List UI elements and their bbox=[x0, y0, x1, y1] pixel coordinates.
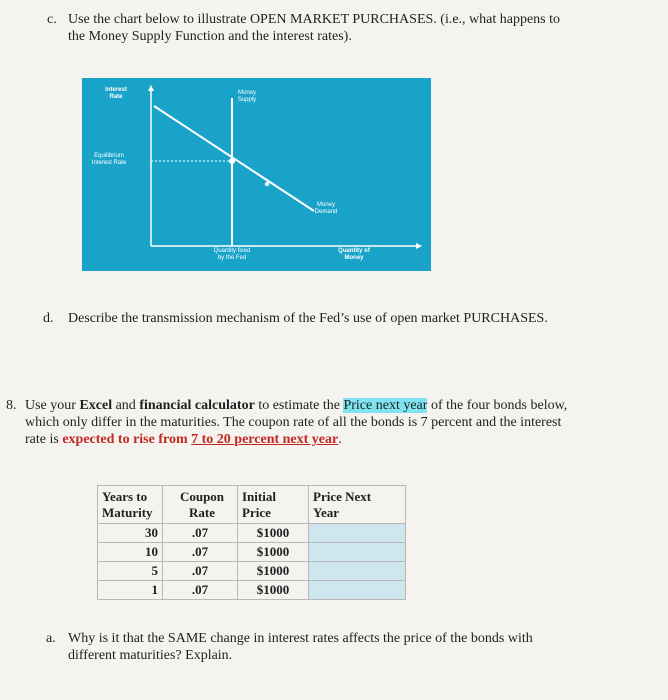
money-supply-label-line2: Supply bbox=[237, 97, 257, 103]
quantity-of-money-label bbox=[332, 248, 376, 262]
header-initial-line1: Initial bbox=[242, 489, 276, 504]
question-c-line1: Use the chart below to illustrate OPEN MARKET PURCHASES. (i.e., what happens to bbox=[68, 12, 561, 27]
cell-years: 5 bbox=[98, 562, 163, 581]
cell-initial-price: $1000 bbox=[238, 543, 309, 562]
question-8-line1 bbox=[25, 397, 645, 414]
quantity-fixed-label bbox=[200, 248, 264, 262]
q8-l1-c: and bbox=[112, 398, 140, 413]
header-next-line2: Year bbox=[313, 505, 339, 520]
y-axis-arrow bbox=[148, 85, 154, 91]
question-a-letter: a. bbox=[46, 631, 56, 646]
question-c-text bbox=[68, 11, 628, 45]
question-8-text bbox=[25, 397, 645, 448]
question-d-letter: d. bbox=[43, 311, 54, 326]
money-supply-label bbox=[232, 90, 262, 104]
header-initial-line2: Price bbox=[242, 505, 271, 520]
header-next-line1: Price Next bbox=[313, 489, 372, 504]
y-axis-label-line2: Rate bbox=[109, 94, 123, 100]
question-d-text: Describe the transmission mechanism of the Fed’s use of open market PURCHASES. bbox=[68, 311, 548, 326]
quantity-fixed-label-line1: Quantity fixed bbox=[213, 248, 251, 254]
cell-coupon: .07 bbox=[163, 543, 238, 562]
y-axis-label bbox=[94, 87, 138, 101]
table-header-row bbox=[98, 486, 406, 524]
q8-excel: Excel bbox=[79, 398, 113, 413]
chart-lines bbox=[82, 78, 431, 271]
cell-years: 10 bbox=[98, 543, 163, 562]
q8-highlight-price-next-year: Price next year bbox=[343, 398, 428, 413]
equilibrium-rate-label bbox=[84, 153, 134, 167]
cell-initial-price: $1000 bbox=[238, 524, 309, 543]
cell-years: 30 bbox=[98, 524, 163, 543]
q8-l3-d: . bbox=[338, 432, 342, 447]
x-axis-arrow bbox=[416, 243, 422, 249]
header-coupon-line1: Coupon bbox=[179, 489, 225, 504]
q8-l1-a: Use your bbox=[25, 398, 80, 413]
quantity-of-money-label-line2: Money bbox=[344, 255, 364, 261]
question-8-line3 bbox=[25, 431, 645, 448]
question-8-line2: which only differ in the maturities. The coupon rate of all the bonds is 7 percent and the interest bbox=[25, 415, 562, 430]
cell-coupon: .07 bbox=[163, 562, 238, 581]
q8-expected-to-rise: expected to rise from bbox=[62, 432, 192, 447]
money-demand-line bbox=[154, 106, 314, 211]
money-market-chart bbox=[82, 78, 431, 271]
q8-rate-change: 7 to 20 percent next year bbox=[191, 432, 339, 447]
question-a-text bbox=[68, 630, 638, 664]
q8-l1-e: to estimate the bbox=[254, 398, 344, 413]
cell-price-next-year[interactable] bbox=[309, 543, 406, 562]
question-8-number: 8. bbox=[6, 398, 17, 413]
header-years-to-maturity bbox=[98, 486, 163, 524]
quantity-of-money-label-line1: Quantity of bbox=[338, 248, 370, 254]
equilibrium-point bbox=[229, 158, 235, 164]
demand-point bbox=[265, 182, 269, 186]
cell-initial-price: $1000 bbox=[238, 562, 309, 581]
cell-initial-price: $1000 bbox=[238, 581, 309, 600]
cell-coupon: .07 bbox=[163, 524, 238, 543]
quantity-fixed-label-line2: by the Fed bbox=[217, 255, 247, 261]
header-ytm-line1: Years to bbox=[102, 489, 148, 504]
question-a-line1: Why is it that the SAME change in interest rates affects the price of the bonds with bbox=[68, 631, 533, 646]
table-row bbox=[98, 543, 406, 562]
q8-l1-f: of the four bonds below, bbox=[427, 398, 568, 413]
equilibrium-rate-label-line1: Equilibrium bbox=[94, 153, 124, 159]
bonds-table bbox=[97, 485, 406, 600]
money-supply-label-line1: Money bbox=[237, 90, 256, 96]
q8-financial-calculator: financial calculator bbox=[139, 398, 255, 413]
y-axis-label-line1: Interest bbox=[105, 87, 127, 93]
q8-l3-a: rate is bbox=[25, 432, 63, 447]
cell-price-next-year[interactable] bbox=[309, 562, 406, 581]
equilibrium-rate-label-line2: Interest Rate bbox=[91, 160, 127, 166]
table-row bbox=[98, 581, 406, 600]
question-c-line2: the Money Supply Function and the interest rates). bbox=[68, 29, 352, 44]
money-demand-label-line2: Demand bbox=[314, 209, 338, 215]
header-coupon-rate bbox=[163, 486, 238, 524]
header-coupon-line2: Rate bbox=[189, 505, 215, 520]
cell-price-next-year[interactable] bbox=[309, 524, 406, 543]
header-price-next-year bbox=[309, 486, 406, 524]
cell-price-next-year[interactable] bbox=[309, 581, 406, 600]
cell-coupon: .07 bbox=[163, 581, 238, 600]
money-demand-label-line1: Money bbox=[316, 202, 335, 208]
cell-years: 1 bbox=[98, 581, 163, 600]
table-row bbox=[98, 524, 406, 543]
question-a-line2: different maturities? Explain. bbox=[68, 648, 233, 663]
question-c-letter: c. bbox=[47, 12, 57, 27]
money-demand-label bbox=[310, 202, 342, 216]
header-initial-price bbox=[238, 486, 309, 524]
header-ytm-line2: Maturity bbox=[102, 505, 153, 520]
table-row bbox=[98, 562, 406, 581]
